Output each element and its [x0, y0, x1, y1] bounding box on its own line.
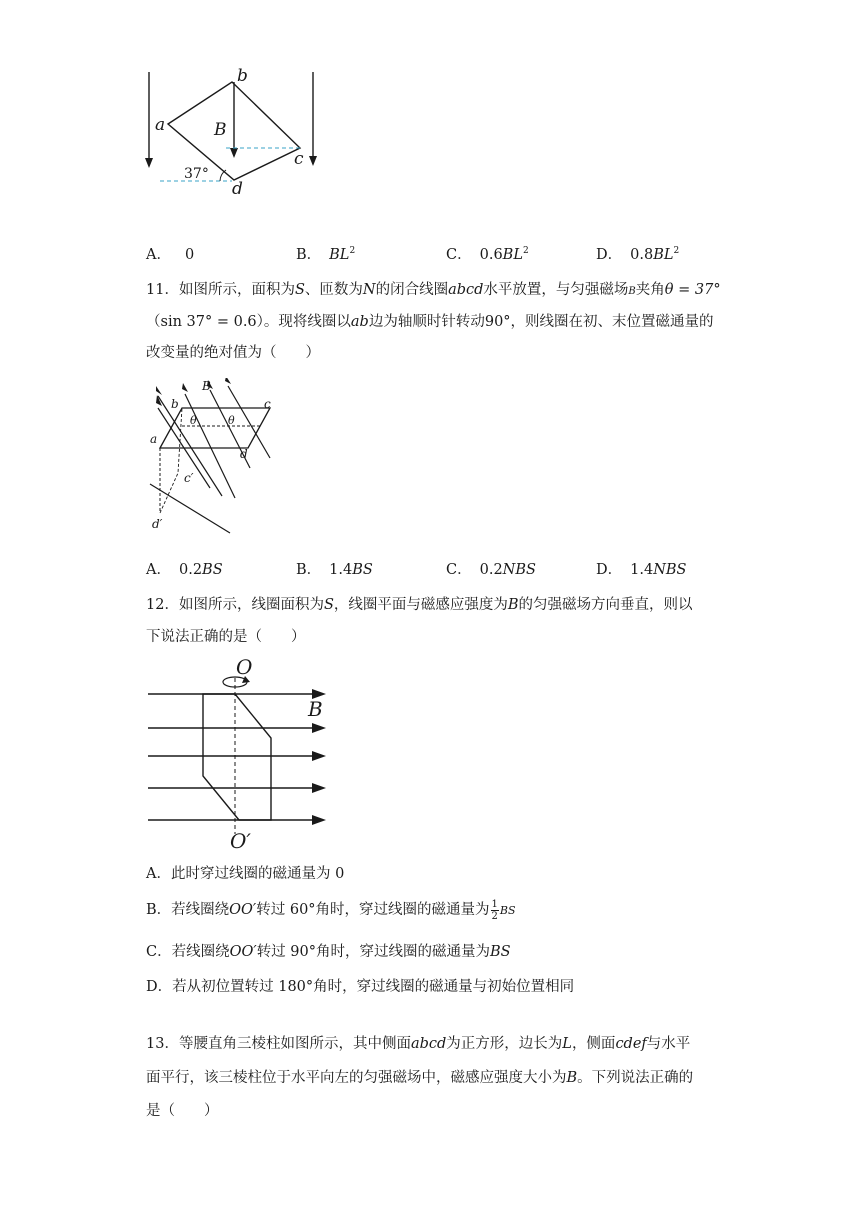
label-O: O	[236, 655, 253, 679]
label-B: B	[202, 379, 211, 393]
label-B: B	[308, 697, 323, 721]
label-b: b	[171, 397, 179, 411]
label-c: c	[294, 149, 304, 169]
q13-stem-line1: 13．等腰直角三棱柱如图所示，其中侧面abcd为正方形，边长为L，侧面cdef与水平	[146, 1036, 691, 1052]
coil-parallelogram	[160, 408, 270, 448]
label-theta-1: θ	[190, 414, 197, 427]
q12-option-d[interactable]: D．若从初位置转过 180°角时，穿过线圈的磁通量与初始位置相同	[146, 979, 575, 995]
q13-stem-line2: 面平行，该三棱柱位于水平向左的匀强磁场中，磁感应强度大小为B。下列说法正确的	[146, 1070, 694, 1086]
label-d-prime: d′	[152, 517, 163, 531]
q12-option-c[interactable]: C．若线圈绕OO′转过 90°角时，穿过线圈的磁通量为BS	[146, 944, 511, 960]
label-B: B	[214, 120, 227, 140]
coil	[203, 694, 271, 820]
figure-tilted-coil	[140, 378, 280, 538]
label-c-prime: c′	[184, 471, 194, 485]
q13-stem-line3: 是（ ）	[146, 1103, 219, 1119]
q11-option-c[interactable]: C． 0.2NBS	[446, 562, 536, 578]
q10-option-b[interactable]: B． $BL^2$	[296, 246, 356, 263]
label-angle: 37°	[184, 166, 209, 182]
q11-option-a[interactable]: A． 0.2BS	[146, 562, 223, 578]
label-d: d	[232, 179, 243, 198]
label-O-prime: O′	[230, 829, 251, 852]
label-d: d	[240, 447, 248, 461]
label-theta-2: θ	[228, 414, 235, 427]
figure-rotated-square-coil	[140, 68, 330, 198]
q12-stem-line2: 下说法正确的是（ ）	[146, 629, 306, 645]
label-c: c	[264, 397, 271, 411]
q10-option-d[interactable]: D． $0.8BL^2$	[596, 246, 680, 263]
q10-option-c[interactable]: C． $0.6BL^2$	[446, 246, 529, 263]
label-b: b	[237, 68, 248, 86]
figure-coil-in-field	[140, 652, 340, 852]
q11-stem-line2: （sin 37° = 0.6）。现将线圈以ab边为轴顺时针转动90°，则线圈在初、末位置磁通量的	[146, 314, 714, 330]
q11-stem-line3: 改变量的绝对值为（ ）	[146, 345, 320, 361]
q12-stem-line1: 12．如图所示，线圈面积为S，线圈平面与磁感应强度为B的匀强磁场方向垂直，则以	[146, 597, 693, 613]
q12-option-a[interactable]: A．此时穿过线圈的磁通量为 0	[146, 866, 345, 882]
q10-option-a[interactable]: A． 0	[146, 247, 195, 263]
q12-option-b[interactable]: B．若线圈绕OO′转过 60°角时，穿过线圈的磁通量为 $\frac{1}{2}$ BS	[146, 898, 516, 922]
q11-option-d[interactable]: D． 1.4NBS	[596, 562, 687, 578]
label-a: a	[155, 115, 166, 135]
label-a: a	[150, 432, 158, 446]
q11-option-b[interactable]: B． 1.4BS	[296, 562, 373, 578]
q11-stem-line1: 11．如图所示，面积为S、匝数为N的闭合线圈abcd水平放置，与匀强磁场B夹角θ = 37°	[146, 282, 721, 298]
